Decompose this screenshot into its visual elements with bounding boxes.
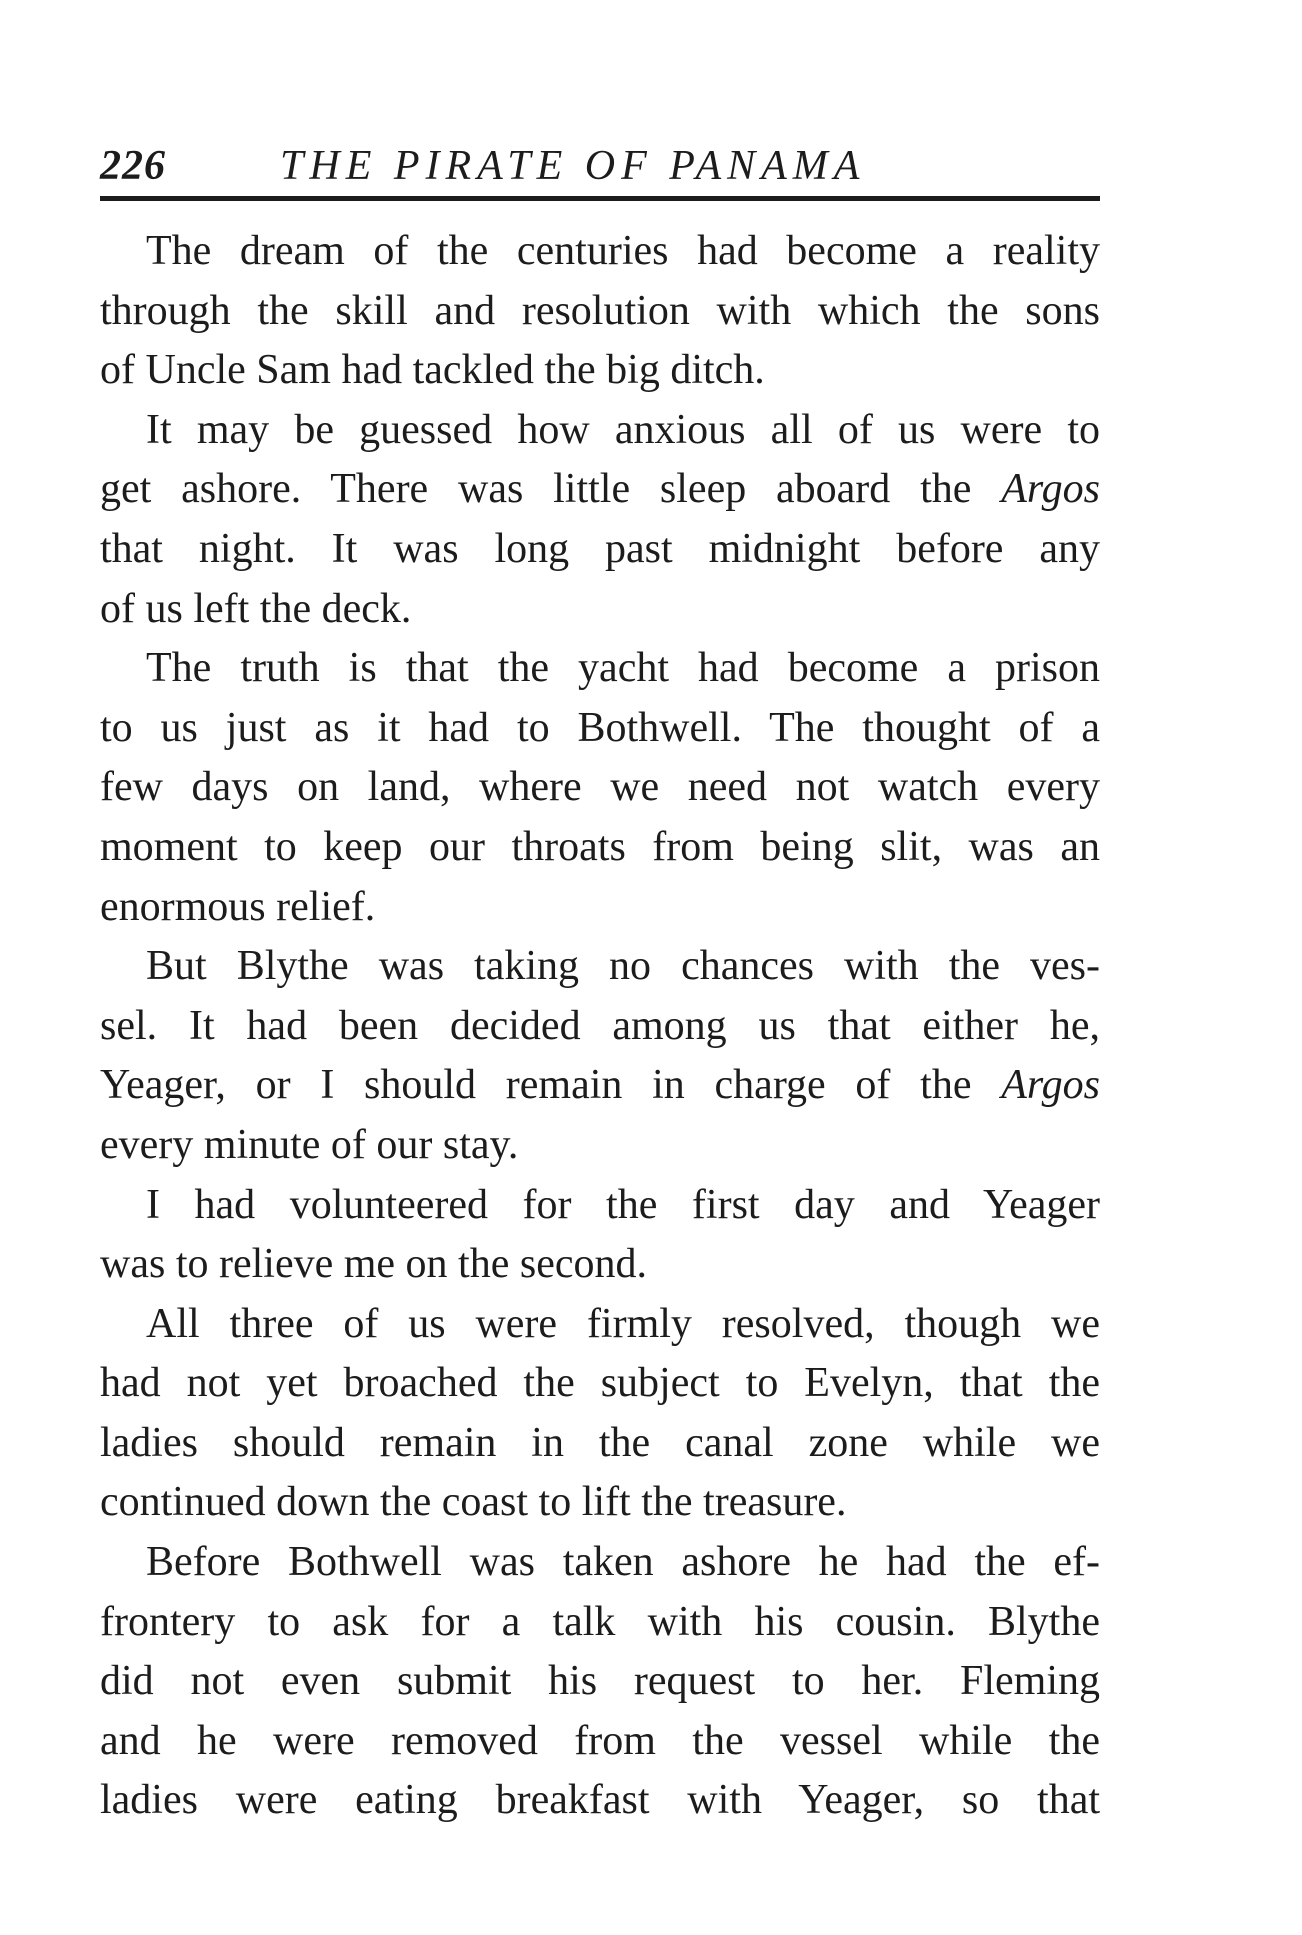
text-line: The dream of the centuries had become a reality: [146, 228, 1100, 274]
paragraph-4: [100, 937, 1100, 1175]
body-text: [100, 222, 1100, 1831]
text-line: that night. It was long past midnight before any: [100, 525, 1100, 572]
text-line: ladies were eating breakfast with Yeager, so that: [100, 1777, 1100, 1824]
text-line: did not even submit his request to her. Fleming: [100, 1658, 1100, 1705]
text-line: every minute of our stay.: [100, 1121, 519, 1168]
text-line: ladies should remain in the canal zone while we: [100, 1419, 1100, 1466]
text-line: The truth is that the yacht had become a prison: [146, 645, 1100, 692]
paragraph-3: [100, 639, 1100, 937]
text-line: of us left the deck.: [100, 585, 412, 632]
text-line: was to relieve me on the second.: [100, 1241, 647, 1288]
running-title: THE PIRATE OF PANAMA: [280, 143, 866, 189]
paragraph-1: [100, 222, 1100, 401]
running-head: [100, 138, 1100, 194]
paragraph-7: [100, 1533, 1100, 1831]
text-line: to us just as it had to Bothwell. The thought of a: [100, 704, 1100, 751]
text-line: I had volunteered for the first day and Yeager: [146, 1181, 1100, 1228]
text-line: moment to keep our throats from being slit, was an: [100, 823, 1100, 870]
text-line: and he were removed from the vessel while the: [100, 1717, 1100, 1764]
text-line: [100, 1056, 1100, 1116]
text-line: [100, 460, 1100, 520]
text-line: It may be guessed how anxious all of us were to: [146, 406, 1100, 453]
text-line: frontery to ask for a talk with his cousin. Blythe: [100, 1598, 1100, 1645]
text-line: But Blythe was taking no chances with the ves-: [146, 943, 1100, 990]
text-line: Before Bothwell was taken ashore he had the ef-: [146, 1539, 1100, 1586]
page-number: 226: [100, 143, 166, 189]
ship-name: Argos: [1001, 1062, 1101, 1109]
text-line: of Uncle Sam had tackled the big ditch.: [100, 347, 765, 394]
paragraph-6: [100, 1295, 1100, 1533]
paragraph-2: [100, 401, 1100, 639]
text-line: sel. It had been decided among us that either he,: [100, 1002, 1100, 1049]
text-line: continued down the coast to lift the treasure.: [100, 1479, 847, 1526]
text-segment: Yeager, or I should remain in charge of the: [100, 1062, 972, 1109]
text-line: enormous relief.: [100, 883, 376, 930]
paragraph-5: [100, 1176, 1100, 1295]
text-line: All three of us were firmly resolved, though we: [146, 1300, 1100, 1347]
text-line: through the skill and resolution with which the sons: [100, 287, 1100, 334]
text-line: had not yet broached the subject to Evelyn, that the: [100, 1360, 1100, 1407]
text-line: few days on land, where we need not watch every: [100, 764, 1100, 811]
ship-name: Argos: [1001, 466, 1100, 513]
header-rule: [100, 196, 1100, 201]
text-segment: get ashore. There was little sleep aboard the: [100, 466, 972, 513]
